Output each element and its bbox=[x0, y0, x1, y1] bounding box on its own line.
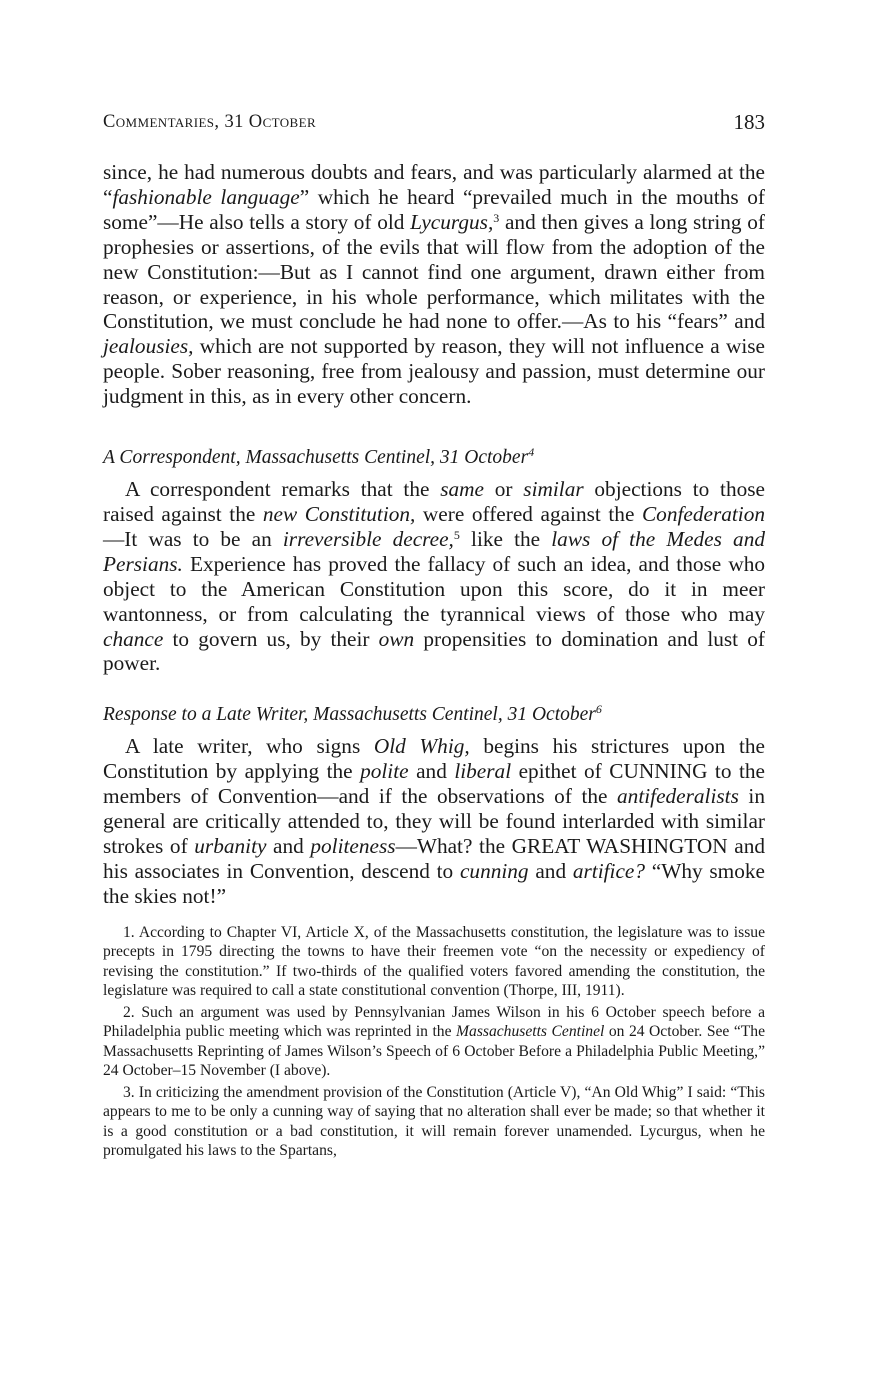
section-heading-response: Response to a Late Writer, Massachusetts Centinel, 31 October$^6$ bbox=[103, 702, 602, 726]
page-number: 183 bbox=[733, 110, 765, 134]
footnote-3: 3. In criticizing the amendment provision of the Constitution (Article V), “An Old Whig” I said: “This appears to me to be only a cunning way of saying that no alteration shall ever be made; so that whether it is a good constitution or a bad constitution, it will remain forever unamended. Lycurgus, when he promulgated his laws to the Spartans, bbox=[103, 1083, 765, 1160]
footnote-ref: 6 bbox=[595, 702, 602, 717]
intro-paragraph: since, he had numerous doubts and fears, and was particularly alarmed at the “fashionable language” which he heard “prevailed much in the mouths of some”—He also tells a story of old Lycurgus,$^3$ and then gives a long string of prophesies or assertions, of the evils that will flow from the adoption of the new Constitution:—But as I cannot find one argument, drawn either from reason, or experience, in his whole performance, which militates with the Constitution, we must conclude he had none to offer.—As to his “fears” and jealousies, which are not supported by reason, they will not influence a wise people. Sober reasoning, free from jealousy and passion, must determine our judgment in this, as in every other concern. bbox=[103, 160, 765, 409]
response-paragraph: A late writer, who signs Old Whig, begins his strictures upon the Constitution by applying the polite and liberal epithet of CUNNING to the members of Convention—and if the observations of the antifederalists in general are critically attended to, they will be found interlarded with similar strokes of urbanity and politeness—What? the GREAT WASHINGTON and his associates in Convention, descend to cunning and artifice? “Why smoke the skies not!” bbox=[103, 734, 765, 908]
footnote-2: 2. Such an argument was used by Pennsylvanian James Wilson in his 6 October speech before a Philadelphia public meeting which was reprinted in the Massachusetts Centinel on 24 October. See “The Massachusetts Reprinting of James Wilson’s Speech of 6 October Before a Philadelphia Public Meeting,” 24 October–15 November (I above). bbox=[103, 1003, 765, 1080]
footnote-ref: 3 bbox=[493, 210, 500, 225]
correspondent-paragraph: A correspondent remarks that the same or similar objections to those raised against the new Constitution, were offered against the Confederation—It was to be an irreversible decree,$^5$ like the laws of the Medes and Persians. Experience has proved the fallacy of such an idea, and those who object to the American Constitution upon this score, do it in meer wantonness, or from calculating the tyrannical views of those who may chance to govern us, by their own propensities to domination and lust of power. bbox=[103, 477, 766, 676]
running-head: Commentaries, 31 October bbox=[103, 112, 317, 132]
footnote-ref: 5 bbox=[453, 527, 460, 542]
page-header bbox=[103, 112, 765, 142]
footnote-ref: 4 bbox=[528, 445, 535, 460]
footnote-1: 1. According to Chapter VI, Article X, of the Massachusetts constitution, the legislature was to issue precepts in 1795 directing the towns to have their freemen vote “on the necessity or expediency of revising the constitution.” If two-thirds of the qualified voters favored amending the constitution, the legislature was required to call a state constitutional convention (Thorpe, III, 1911). bbox=[103, 923, 765, 1000]
page-body bbox=[103, 160, 765, 1163]
footnotes bbox=[103, 923, 765, 1161]
section-heading-correspondent: A Correspondent, Massachusetts Centinel, 31 October$^4$ bbox=[103, 445, 535, 469]
